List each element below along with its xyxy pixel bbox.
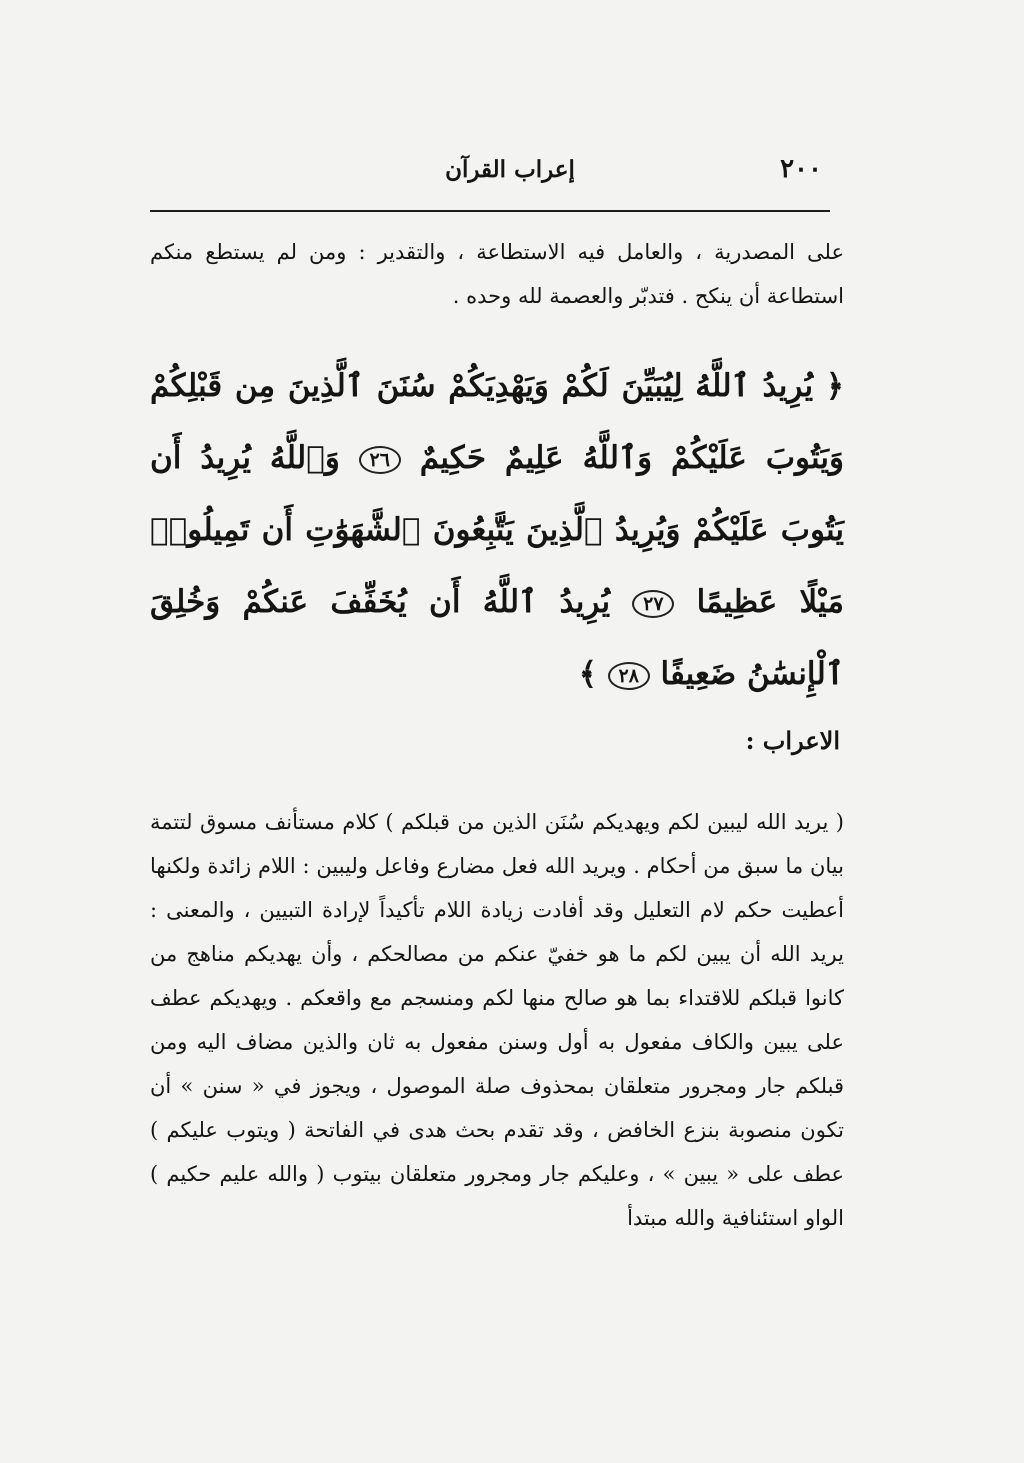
quran-verse-block: [150, 350, 844, 710]
ayah-marker-26: ٢٦: [359, 446, 401, 474]
verse-open-bracket: ﴿: [825, 368, 844, 404]
intro-text: على المصدرية ، والعامل فيه الاستطاعة ، والتقدير : ومن لم يستطع منكم استطاعة أن ينكح . فتدبّر والعصمة لله وحده .: [150, 240, 844, 308]
ayah-marker-28: ٢٨: [608, 662, 650, 690]
verse-close-bracket: ﴾: [578, 656, 597, 692]
ayah-marker-27: ٢٧: [632, 590, 674, 618]
commentary-text: ( يريد الله ليبين لكم ويهديكم سُنَن الذين من قبلكم ) كلام مستأنف مسوق لتتمة بيان ما سبق من أحكام . ويريد الله فعل مضارع وفاعل وليبين : اللام زائدة ولكنها أعطيت حكم لام التعليل وقد أفادت زيادة اللام تأكيداً لإرادة التبيين ، والمعنى : يريد الله أن يبين لكم ما هو خفيّ عنكم من مصالحكم ، وأن يهديكم مناهج من كانوا قبلكم للاقتداء بما هو صالح منها لكم ومنسجم مع واقعكم . ويهديكم عطف على يبين والكاف مفعول به أول وسنن مفعول به ثان والذين مضاف اليه ومن قبلكم جار ومجرور متعلقان بمحذوف صلة الموصول ، ويجوز في « سنن » أن تكون منصوبة بنزع الخافض ، وقد تقدم بحث هدى في الفاتحة ( ويتوب عليكم ) عطف على « يبين » ، وعليكم جار ومجرور متعلقان بيتوب ( والله عليم حكيم ) الواو استئنافية والله مبتدأ: [150, 810, 844, 1230]
verse-part-1: يُرِيدُ ٱللَّهُ لِيُبَيِّنَ لَكُمْ وَيَهْدِيَكُمْ سُنَنَ ٱلَّذِينَ مِن قَبْلِكُمْ وَيَتُوبَ عَلَيْكُمْ وَٱللَّهُ عَلِيمٌ حَكِيمٌ: [150, 368, 844, 476]
verse-part-2: وَٱللَّهُ يُرِيدُ أَن يَتُوبَ عَلَيْكُمْ وَيُرِيدُ ٱلَّذِينَ يَتَّبِعُونَ ٱلشَّهَوَٰتِ أَن تَمِيلُوا۟ مَيْلًا عَظِيمًا: [150, 440, 844, 620]
page-number: ٢٠٠: [780, 154, 822, 184]
section-title-irab: الاعراب :: [745, 726, 840, 755]
intro-paragraph: [150, 230, 844, 318]
page-header: [150, 148, 830, 198]
running-title: إعراب القرآن: [445, 156, 575, 183]
verse-part-3: يُرِيدُ ٱللَّهُ أَن يُخَفِّفَ عَنكُمْ وَخُلِقَ ٱلْإِنسَٰنُ ضَعِيفًا: [150, 584, 844, 692]
commentary-paragraph: [150, 800, 844, 1240]
header-rule: [150, 210, 830, 212]
